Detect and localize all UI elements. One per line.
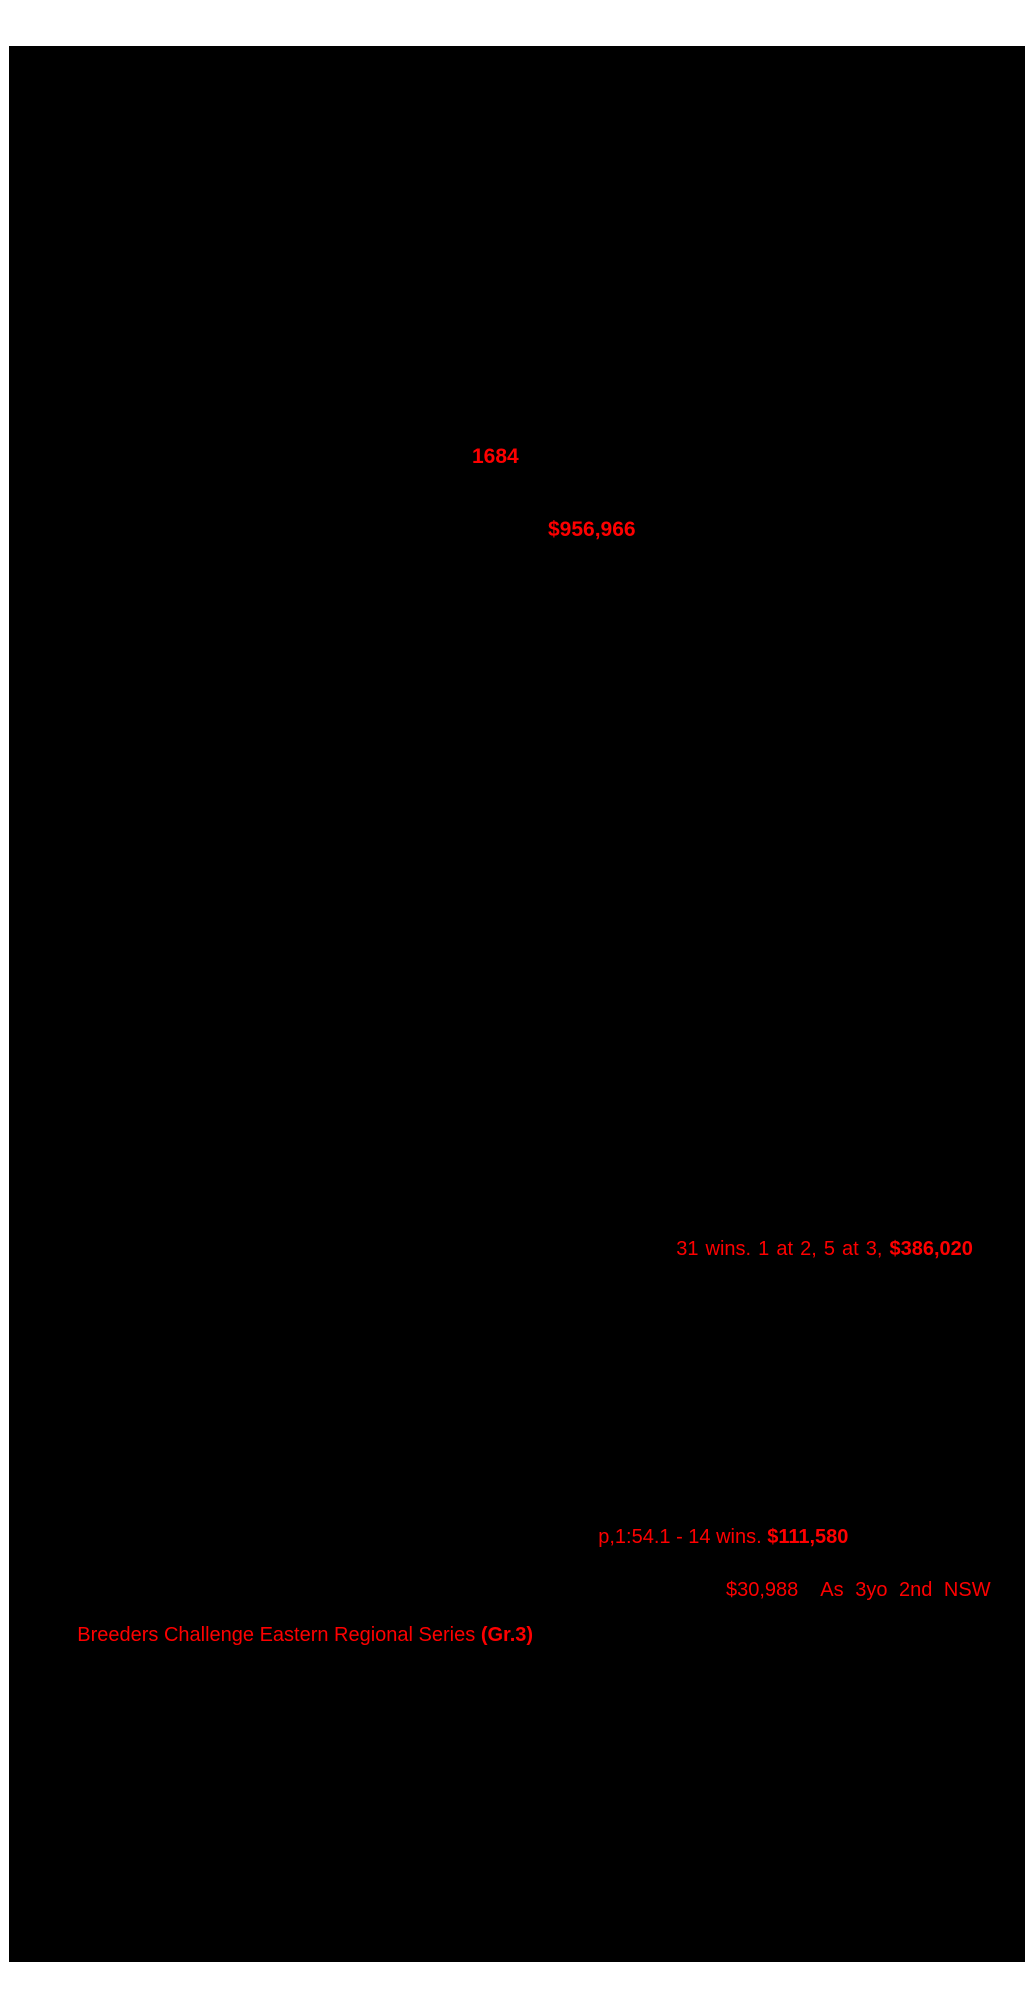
wins-summary-text: 31 wins. 1 at 2, 5 at 3, (676, 1238, 890, 1260)
race-title-line (55, 1602, 533, 1668)
race-record-text: p,1:54.1 - 14 wins. (598, 1526, 768, 1548)
wins-summary-line (648, 1216, 973, 1282)
record-earnings-amount: $111,580 (767, 1526, 849, 1548)
wins-earnings-amount: $386,020 (889, 1238, 973, 1260)
redacted-content-block (9, 46, 1025, 1962)
earnings-placing-line: $30,988 As 3yo 2nd NSW (726, 1579, 991, 1601)
race-title-text: Breeders Challenge Eastern Regional Series (77, 1624, 481, 1646)
family-number-value: 1684 (472, 445, 519, 468)
race-record-line (576, 1504, 848, 1570)
total-earnings-value: $956,966 (548, 518, 636, 541)
race-grade-badge: (Gr.3) (480, 1624, 534, 1646)
